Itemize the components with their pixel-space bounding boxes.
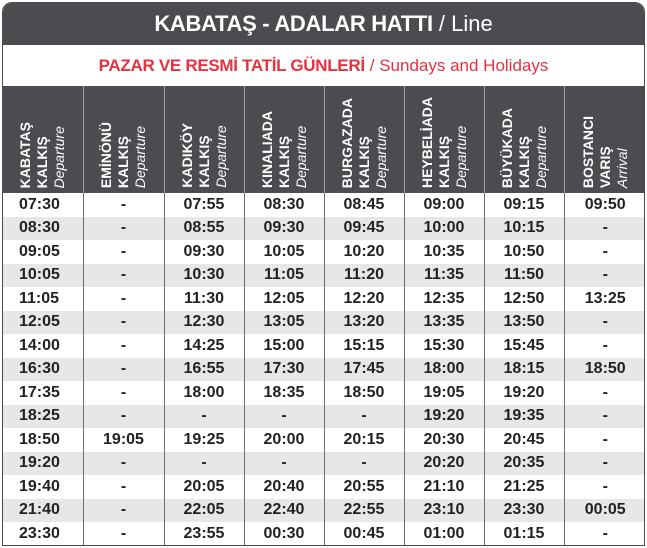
time-cell: - xyxy=(564,217,645,241)
time-cell: - xyxy=(564,381,645,405)
column-header xyxy=(404,86,484,193)
time-cell: - xyxy=(83,217,164,241)
time-cell: 09:05 xyxy=(19,242,60,260)
time-cell: 08:55 xyxy=(164,217,244,241)
time-cell: 17:45 xyxy=(324,358,404,382)
time-cell: 18:35 xyxy=(244,381,324,405)
time-cell: 08:30 xyxy=(3,217,83,241)
direction-label: KALKIŞ xyxy=(34,135,51,188)
table-row xyxy=(3,287,645,311)
subtitle-bar xyxy=(3,45,644,86)
direction-label: KALKIŞ xyxy=(115,135,131,188)
time-cell: - xyxy=(83,452,164,476)
time-cell: - xyxy=(164,405,244,429)
table-row xyxy=(3,428,645,452)
time-cell: - xyxy=(83,522,164,546)
station-name: EMİNÖNÜ xyxy=(98,121,114,188)
time-cell: 21:10 xyxy=(404,475,484,499)
time-cell: - xyxy=(244,405,324,429)
time-cell: - xyxy=(83,405,164,429)
time-cell: 18:00 xyxy=(164,381,244,405)
time-cell: 11:50 xyxy=(484,264,564,288)
table-row xyxy=(3,193,645,217)
time-cell: 00:05 xyxy=(564,499,645,523)
time-cell: 17:35 xyxy=(19,383,60,401)
time-cell: 15:00 xyxy=(244,334,324,358)
line-title: KABATAŞ - ADALAR HATTI xyxy=(154,11,433,36)
table-row xyxy=(3,240,645,264)
time-cell: 12:05 xyxy=(244,287,324,311)
time-cell: 09:00 xyxy=(404,193,484,217)
time-cell: 11:05 xyxy=(244,264,324,288)
time-cell: 20:30 xyxy=(404,428,484,452)
direction-label-en: Departure xyxy=(532,125,549,188)
time-cell: - xyxy=(564,264,645,288)
time-cell: 20:20 xyxy=(404,452,484,476)
title-bar xyxy=(3,3,644,45)
column-header xyxy=(83,86,164,193)
time-cell: - xyxy=(83,358,164,382)
time-cell: 10:05 xyxy=(3,264,83,288)
time-cell: 19:25 xyxy=(164,428,244,452)
time-cell: 19:20 xyxy=(3,452,83,476)
time-cell: 19:40 xyxy=(19,477,60,495)
station-name: KADIKÖY xyxy=(178,123,195,188)
direction-label-en: Departure xyxy=(132,125,148,188)
time-cell: 18:50 xyxy=(564,358,645,382)
time-cell: 10:00 xyxy=(404,217,484,241)
time-cell: - xyxy=(83,240,164,264)
table-row xyxy=(3,358,645,382)
time-cell: - xyxy=(324,452,404,476)
direction-label-en: Departure xyxy=(372,125,389,188)
time-cell: 22:05 xyxy=(164,499,244,523)
station-name: BOSTANCI xyxy=(579,115,596,188)
time-cell: 00:45 xyxy=(324,522,404,546)
table-row xyxy=(3,264,645,288)
time-cell: 11:05 xyxy=(19,289,60,307)
time-cell: 07:30 xyxy=(19,195,60,213)
time-cell: - xyxy=(83,264,164,288)
time-cell: 09:50 xyxy=(564,193,645,217)
time-cell: 13:35 xyxy=(404,311,484,335)
direction-label-en: Departure xyxy=(212,125,229,188)
time-cell: 09:30 xyxy=(244,217,324,241)
time-cell: 08:45 xyxy=(324,193,404,217)
time-cell: 15:45 xyxy=(484,334,564,358)
time-cell: 23:30 xyxy=(3,522,83,546)
time-cell: 19:20 xyxy=(484,381,564,405)
direction-label: KALKIŞ xyxy=(275,135,292,188)
time-cell: - xyxy=(564,405,645,429)
table-row xyxy=(3,522,645,546)
direction-label-en: Arrival xyxy=(613,148,630,188)
time-cell: 14:25 xyxy=(164,334,244,358)
line-title-suffix: / Line xyxy=(438,11,493,36)
time-cell: 10:50 xyxy=(484,240,564,264)
time-cell: 11:20 xyxy=(324,264,404,288)
time-cell: 10:15 xyxy=(484,217,564,241)
time-cell: 20:15 xyxy=(324,428,404,452)
time-cell: 12:05 xyxy=(3,311,83,335)
time-cell: - xyxy=(83,499,164,523)
time-cell: 10:30 xyxy=(164,264,244,288)
time-cell: 11:30 xyxy=(164,287,244,311)
direction-label: VARIŞ xyxy=(596,146,613,188)
schedule-type: PAZAR VE RESMİ TATİL GÜNLERİ xyxy=(98,55,365,75)
direction-label: KALKIŞ xyxy=(435,135,452,188)
time-cell: 08:30 xyxy=(244,193,324,217)
time-cell: - xyxy=(564,240,645,264)
time-cell: 09:30 xyxy=(164,240,244,264)
time-cell: 17:30 xyxy=(244,358,324,382)
time-cell: 12:20 xyxy=(324,287,404,311)
table-row xyxy=(3,381,645,405)
direction-label: KALKIŞ xyxy=(515,135,532,188)
time-cell: 20:40 xyxy=(244,475,324,499)
time-cell: - xyxy=(164,452,244,476)
time-cell: 00:30 xyxy=(244,522,324,546)
time-cell: 21:40 xyxy=(3,499,83,523)
timetable xyxy=(2,2,645,546)
time-cell: 12:35 xyxy=(404,287,484,311)
time-cell: 18:25 xyxy=(3,405,83,429)
time-cell: 16:30 xyxy=(3,358,83,382)
station-name: BURGAZADA xyxy=(338,97,355,188)
column-header xyxy=(164,86,244,193)
table-row xyxy=(3,499,645,523)
column-header xyxy=(564,86,645,193)
time-cell: 23:30 xyxy=(484,499,564,523)
time-cell: 18:00 xyxy=(404,358,484,382)
time-cell: 20:45 xyxy=(484,428,564,452)
column-header xyxy=(3,86,83,193)
time-cell: - xyxy=(324,405,404,429)
time-cell: 09:45 xyxy=(324,217,404,241)
time-cell: 14:00 xyxy=(19,336,60,354)
time-cell: 10:35 xyxy=(404,240,484,264)
station-name: KABATAŞ xyxy=(17,121,34,188)
station-name: KINALIADA xyxy=(258,111,275,188)
time-cell: 20:35 xyxy=(484,452,564,476)
direction-label: KALKIŞ xyxy=(355,135,372,188)
time-cell: 18:50 xyxy=(324,381,404,405)
time-cell: 19:05 xyxy=(83,428,164,452)
time-cell: 13:05 xyxy=(244,311,324,335)
time-cell: 20:55 xyxy=(324,475,404,499)
time-cell: 23:55 xyxy=(164,522,244,546)
column-header xyxy=(484,86,564,193)
time-cell: 16:55 xyxy=(164,358,244,382)
direction-label-en: Departure xyxy=(452,125,469,188)
time-cell: 19:20 xyxy=(404,405,484,429)
time-cell: - xyxy=(564,475,645,499)
table-row xyxy=(3,311,645,335)
time-cell: - xyxy=(564,428,645,452)
header-row xyxy=(3,86,645,193)
time-cell: 01:15 xyxy=(484,522,564,546)
time-cell: 19:05 xyxy=(404,381,484,405)
time-cell: - xyxy=(83,287,164,311)
time-cell: 13:50 xyxy=(484,311,564,335)
column-header xyxy=(324,86,404,193)
time-cell: 15:30 xyxy=(404,334,484,358)
time-cell: 23:10 xyxy=(404,499,484,523)
time-cell: - xyxy=(83,193,164,217)
time-cell: 20:05 xyxy=(164,475,244,499)
time-cell: 12:50 xyxy=(484,287,564,311)
time-cell: 13:25 xyxy=(564,287,645,311)
time-cell: - xyxy=(564,522,645,546)
direction-label-en: Departure xyxy=(51,125,68,188)
time-cell: 19:35 xyxy=(484,405,564,429)
time-cell: 11:35 xyxy=(404,264,484,288)
schedule-type-en: / Sundays and Holidays xyxy=(369,55,549,75)
table-row xyxy=(3,475,645,499)
table-row xyxy=(3,217,645,241)
time-cell: 18:50 xyxy=(19,430,60,448)
table-row xyxy=(3,334,645,358)
time-cell: 09:15 xyxy=(484,193,564,217)
time-cell: - xyxy=(83,381,164,405)
time-cell: - xyxy=(564,452,645,476)
time-cell: 10:05 xyxy=(244,240,324,264)
table-row xyxy=(3,405,645,429)
time-cell: - xyxy=(564,334,645,358)
time-cell: 13:20 xyxy=(324,311,404,335)
time-cell: - xyxy=(83,334,164,358)
time-cell: - xyxy=(83,475,164,499)
time-cell: 07:55 xyxy=(164,193,244,217)
time-cell: 12:30 xyxy=(164,311,244,335)
time-cell: 10:20 xyxy=(324,240,404,264)
time-cell: 01:00 xyxy=(404,522,484,546)
table-row xyxy=(3,452,645,476)
time-cell: 22:40 xyxy=(244,499,324,523)
time-cell: 20:00 xyxy=(244,428,324,452)
time-cell: - xyxy=(244,452,324,476)
time-cell: 22:55 xyxy=(324,499,404,523)
direction-label: KALKIŞ xyxy=(195,135,212,188)
schedule-table xyxy=(3,86,645,546)
time-cell: 18:15 xyxy=(484,358,564,382)
column-header xyxy=(244,86,324,193)
time-cell: - xyxy=(83,311,164,335)
time-cell: - xyxy=(564,311,645,335)
table-body xyxy=(3,193,645,546)
direction-label-en: Departure xyxy=(292,125,309,188)
station-name: HEYBELİADA xyxy=(418,96,435,188)
time-cell: 15:15 xyxy=(324,334,404,358)
time-cell: 21:25 xyxy=(484,475,564,499)
station-name: BÜYÜKADA xyxy=(498,107,515,188)
